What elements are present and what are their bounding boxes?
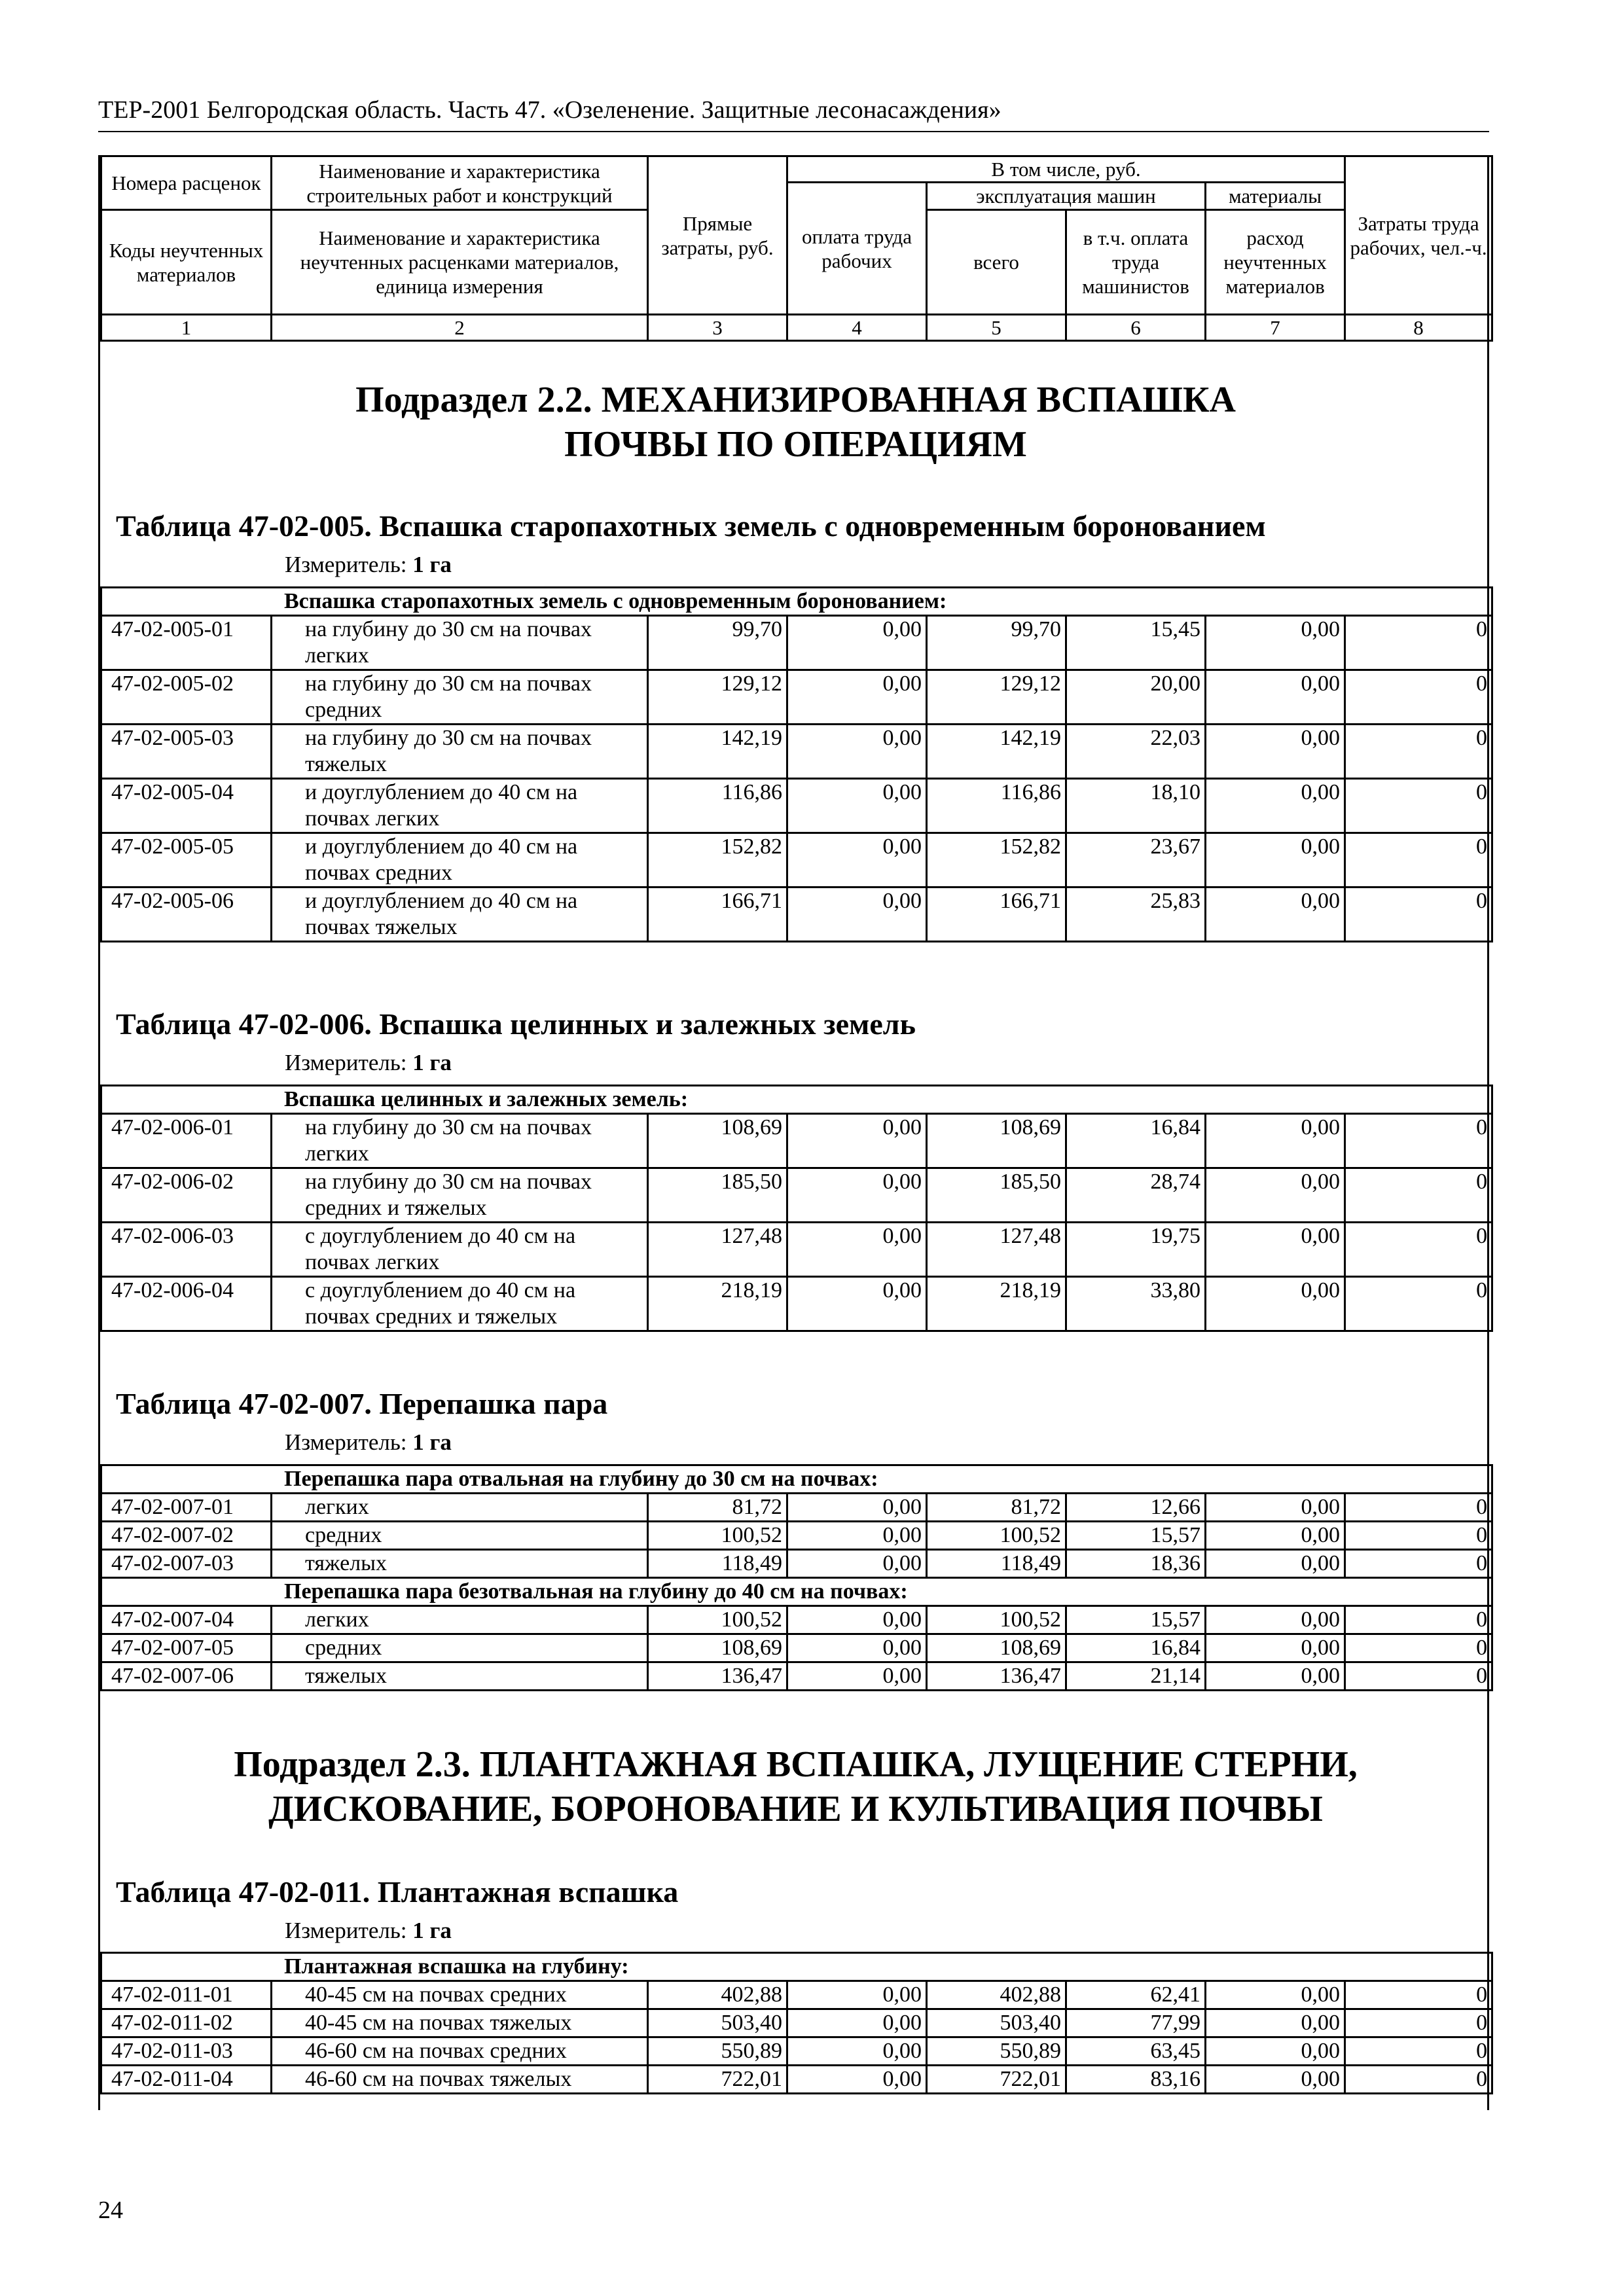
rate-code: 47-02-006-02	[101, 1168, 272, 1223]
col3-header: Прямые затраты, руб.	[648, 156, 787, 315]
machines-total: 108,69	[927, 1634, 1066, 1662]
labor-pay: 0,00	[787, 1981, 927, 2009]
machines-total: 402,88	[927, 1981, 1066, 2009]
materials-cost: 0,00	[1206, 1168, 1345, 1223]
table-row	[101, 1522, 1492, 1550]
materials-cost: 0,00	[1206, 1634, 1345, 1662]
work-description: 40-45 см на почвах тяжелых	[272, 2009, 648, 2037]
operator-pay: 19,75	[1066, 1223, 1206, 1277]
direct-cost: 118,49	[648, 1550, 787, 1578]
group-header: Вспашка старопахотных земель с одновременным боронованием:	[101, 588, 1492, 616]
measure-unit: 1 га	[412, 1918, 452, 1943]
labor-pay: 0,00	[787, 670, 927, 725]
group-header-row	[101, 588, 1492, 616]
labor-hours: 0	[1345, 725, 1492, 779]
table-row	[101, 1606, 1492, 1634]
work-description: средних	[272, 1522, 648, 1550]
machines-total: 503,40	[927, 2009, 1066, 2037]
work-description: 40-45 см на почвах средних	[272, 1981, 648, 2009]
work-description: 46-60 см на почвах средних	[272, 2037, 648, 2066]
operator-pay: 83,16	[1066, 2066, 1206, 2094]
rate-code: 47-02-007-04	[101, 1606, 272, 1634]
labor-pay: 0,00	[787, 1494, 927, 1522]
rate-code: 47-02-005-05	[101, 833, 272, 888]
machines-total: 116,86	[927, 779, 1066, 833]
rate-code: 47-02-006-03	[101, 1223, 272, 1277]
rate-code: 47-02-005-01	[101, 616, 272, 670]
materials-cost: 0,00	[1206, 1662, 1345, 1691]
labor-hours: 0	[1345, 1606, 1492, 1634]
materials-cost: 0,00	[1206, 888, 1345, 942]
rate-code: 47-02-005-04	[101, 779, 272, 833]
group-header-row	[101, 1465, 1492, 1494]
materials-cost: 0,00	[1206, 2037, 1345, 2066]
rate-code: 47-02-005-06	[101, 888, 272, 942]
machines-total: 127,48	[927, 1223, 1066, 1277]
operator-pay: 20,00	[1066, 670, 1206, 725]
measure-005	[285, 552, 452, 578]
table-row	[101, 1634, 1492, 1662]
measure-006	[285, 1050, 452, 1076]
measure-unit: 1 га	[412, 1429, 452, 1455]
col-num: 3	[648, 315, 787, 341]
measure-011	[285, 1918, 452, 1944]
work-description: на глубину до 30 см на почвах средних и тяжелых	[272, 1168, 648, 1223]
col6-header: в т.ч. оплата труда машинистов	[1066, 210, 1206, 315]
col-num: 4	[787, 315, 927, 341]
materials-cost: 0,00	[1206, 1277, 1345, 1331]
materials-cost: 0,00	[1206, 1114, 1345, 1168]
group-header: Вспашка целинных и залежных земель:	[101, 1086, 1492, 1114]
work-description: и доуглублением до 40 см на почвах средних	[272, 833, 648, 888]
operator-pay: 18,10	[1066, 779, 1206, 833]
direct-cost: 100,52	[648, 1606, 787, 1634]
direct-cost: 100,52	[648, 1522, 787, 1550]
materials-cost: 0,00	[1206, 833, 1345, 888]
rate-code: 47-02-007-05	[101, 1634, 272, 1662]
labor-pay: 0,00	[787, 888, 927, 942]
machines-total: 99,70	[927, 616, 1066, 670]
work-description: на глубину до 30 см на почвах тяжелых	[272, 725, 648, 779]
col8-header: Затраты труда рабочих, чел.-ч.	[1345, 156, 1492, 315]
group-header: Плантажная вспашка на глубину:	[101, 1953, 1492, 1981]
materials-cost: 0,00	[1206, 1606, 1345, 1634]
table-row	[101, 1223, 1492, 1277]
table-title-007: Таблица 47-02-007. Перепашка пара	[116, 1387, 608, 1420]
direct-cost: 152,82	[648, 833, 787, 888]
rate-code: 47-02-011-01	[101, 1981, 272, 2009]
table-title-011: Таблица 47-02-011. Плантажная вспашка	[116, 1875, 679, 1909]
direct-cost: 136,47	[648, 1662, 787, 1691]
machines-total: 166,71	[927, 888, 1066, 942]
labor-hours: 0	[1345, 833, 1492, 888]
direct-cost: 142,19	[648, 725, 787, 779]
materials-cost: 0,00	[1206, 2066, 1345, 2094]
labor-pay: 0,00	[787, 2066, 927, 2094]
table-row	[101, 1981, 1492, 2009]
work-description: на глубину до 30 см на почвах легких	[272, 616, 648, 670]
labor-hours: 0	[1345, 616, 1492, 670]
table-row	[101, 1662, 1492, 1691]
machines-total: 108,69	[927, 1114, 1066, 1168]
direct-cost: 129,12	[648, 670, 787, 725]
col-num: 7	[1206, 315, 1345, 341]
col-num: 2	[272, 315, 648, 341]
measure-label: Измеритель:	[285, 1050, 407, 1075]
rate-code: 47-02-011-04	[101, 2066, 272, 2094]
labor-hours: 0	[1345, 1277, 1492, 1331]
measure-label: Измеритель:	[285, 1918, 407, 1943]
labor-hours: 0	[1345, 1634, 1492, 1662]
group-header-row	[101, 1578, 1492, 1606]
header-rule	[98, 131, 1489, 132]
rate-code: 47-02-011-02	[101, 2009, 272, 2037]
direct-cost: 550,89	[648, 2037, 787, 2066]
labor-hours: 0	[1345, 888, 1492, 942]
labor-hours: 0	[1345, 1662, 1492, 1691]
group-header: Перепашка пара безотвальная на глубину до 40 см на почвах:	[101, 1578, 1492, 1606]
col2-top: Наименование и характеристика строительных работ и конструкций	[272, 156, 648, 210]
work-description: и доуглублением до 40 см на почвах тяжелых	[272, 888, 648, 942]
machines-total: 81,72	[927, 1494, 1066, 1522]
machines-total: 142,19	[927, 725, 1066, 779]
labor-hours: 0	[1345, 1114, 1492, 1168]
work-description: тяжелых	[272, 1662, 648, 1691]
col1-bottom: Коды неучтенных материалов	[101, 210, 272, 315]
machines-total: 118,49	[927, 1550, 1066, 1578]
labor-pay: 0,00	[787, 1522, 927, 1550]
rate-code: 47-02-007-01	[101, 1494, 272, 1522]
direct-cost: 218,19	[648, 1277, 787, 1331]
work-description: на глубину до 30 см на почвах легких	[272, 1114, 648, 1168]
materials-cost: 0,00	[1206, 616, 1345, 670]
table-row	[101, 888, 1492, 942]
operator-pay: 16,84	[1066, 1634, 1206, 1662]
rate-code: 47-02-005-03	[101, 725, 272, 779]
labor-pay: 0,00	[787, 1223, 927, 1277]
labor-pay: 0,00	[787, 2009, 927, 2037]
labor-pay: 0,00	[787, 1662, 927, 1691]
operator-pay: 23,67	[1066, 833, 1206, 888]
machines-total: 722,01	[927, 2066, 1066, 2094]
col7-header: расход неучтенных материалов	[1206, 210, 1345, 315]
materials-cost: 0,00	[1206, 1223, 1345, 1277]
table-row	[101, 833, 1492, 888]
page-number: 24	[98, 2197, 123, 2224]
direct-cost: 503,40	[648, 2009, 787, 2037]
group-header-row	[101, 1953, 1492, 1981]
labor-pay: 0,00	[787, 833, 927, 888]
operator-pay: 16,84	[1066, 1114, 1206, 1168]
direct-cost: 166,71	[648, 888, 787, 942]
work-description: тяжелых	[272, 1550, 648, 1578]
table-title-006: Таблица 47-02-006. Вспашка целинных и залежных земель	[116, 1007, 916, 1041]
machines-total: 152,82	[927, 833, 1066, 888]
materials-cost: 0,00	[1206, 1494, 1345, 1522]
machines-header: эксплуатация машин	[927, 183, 1206, 210]
col-num: 1	[101, 315, 272, 341]
table-005	[100, 586, 1493, 942]
table-row	[101, 670, 1492, 725]
in-that-header: В том числе, руб.	[787, 156, 1345, 183]
machines-total: 550,89	[927, 2037, 1066, 2066]
operator-pay: 18,36	[1066, 1550, 1206, 1578]
table-row	[101, 2037, 1492, 2066]
col5-header: всего	[927, 210, 1066, 315]
machines-total: 218,19	[927, 1277, 1066, 1331]
operator-pay: 12,66	[1066, 1494, 1206, 1522]
table-row	[101, 725, 1492, 779]
direct-cost: 108,69	[648, 1634, 787, 1662]
labor-pay: 0,00	[787, 1168, 927, 1223]
column-header-table	[100, 155, 1493, 342]
rate-code: 47-02-007-02	[101, 1522, 272, 1550]
labor-hours: 0	[1345, 1223, 1492, 1277]
work-description: средних	[272, 1634, 648, 1662]
rate-code: 47-02-007-06	[101, 1662, 272, 1691]
labor-hours: 0	[1345, 1550, 1492, 1578]
materials-cost: 0,00	[1206, 2009, 1345, 2037]
operator-pay: 77,99	[1066, 2009, 1206, 2037]
labor-hours: 0	[1345, 779, 1492, 833]
col2-bottom: Наименование и характеристика неучтенных расценками материалов, единица измерения	[272, 210, 648, 315]
rate-code: 47-02-006-04	[101, 1277, 272, 1331]
operator-pay: 15,57	[1066, 1606, 1206, 1634]
col4-header: оплата труда рабочих	[787, 183, 927, 315]
table-row	[101, 2009, 1492, 2037]
operator-pay: 21,14	[1066, 1662, 1206, 1691]
direct-cost: 127,48	[648, 1223, 787, 1277]
labor-hours: 0	[1345, 2037, 1492, 2066]
table-011	[100, 1952, 1493, 2094]
rate-code: 47-02-006-01	[101, 1114, 272, 1168]
machines-total: 136,47	[927, 1662, 1066, 1691]
operator-pay: 33,80	[1066, 1277, 1206, 1331]
materials-cost: 0,00	[1206, 1522, 1345, 1550]
operator-pay: 25,83	[1066, 888, 1206, 942]
operator-pay: 62,41	[1066, 1981, 1206, 2009]
machines-total: 185,50	[927, 1168, 1066, 1223]
subsection-title-2-2: Подраздел 2.2. МЕХАНИЗИРОВАННАЯ ВСПАШКА ПОЧВЫ ПО ОПЕРАЦИЯМ	[355, 380, 1236, 465]
labor-pay: 0,00	[787, 1114, 927, 1168]
measure-label: Измеритель:	[285, 552, 407, 577]
labor-pay: 0,00	[787, 1550, 927, 1578]
work-description: на глубину до 30 см на почвах средних	[272, 670, 648, 725]
labor-pay: 0,00	[787, 779, 927, 833]
materials-header: материалы	[1206, 183, 1345, 210]
table-row	[101, 1168, 1492, 1223]
labor-hours: 0	[1345, 1522, 1492, 1550]
rate-code: 47-02-011-03	[101, 2037, 272, 2066]
table-row	[101, 779, 1492, 833]
table-row	[101, 616, 1492, 670]
subsection-title-2-3: Подраздел 2.3. ПЛАНТАЖНАЯ ВСПАШКА, ЛУЩЕНИЕ СТЕРНИ, ДИСКОВАНИЕ, БОРОНОВАНИЕ И КУЛЬТИВАЦИЯ ПОЧВЫ	[234, 1744, 1358, 1829]
direct-cost: 99,70	[648, 616, 787, 670]
measure-unit: 1 га	[412, 1050, 452, 1075]
direct-cost: 108,69	[648, 1114, 787, 1168]
rate-code: 47-02-005-02	[101, 670, 272, 725]
work-description: с доуглублением до 40 см на почвах легких	[272, 1223, 648, 1277]
work-description: легких	[272, 1494, 648, 1522]
col-num: 5	[927, 315, 1066, 341]
direct-cost: 722,01	[648, 2066, 787, 2094]
table-007	[100, 1464, 1493, 1691]
materials-cost: 0,00	[1206, 670, 1345, 725]
operator-pay: 15,57	[1066, 1522, 1206, 1550]
direct-cost: 402,88	[648, 1981, 787, 2009]
work-description: легких	[272, 1606, 648, 1634]
labor-pay: 0,00	[787, 616, 927, 670]
col-num: 8	[1345, 315, 1492, 341]
rate-code: 47-02-007-03	[101, 1550, 272, 1578]
machines-total: 100,52	[927, 1522, 1066, 1550]
work-description: с доуглублением до 40 см на почвах средних и тяжелых	[272, 1277, 648, 1331]
column-numbers-row	[101, 315, 1492, 341]
col-num: 6	[1066, 315, 1206, 341]
labor-pay: 0,00	[787, 725, 927, 779]
table-row	[101, 1277, 1492, 1331]
labor-hours: 0	[1345, 1168, 1492, 1223]
table-006	[100, 1085, 1493, 1332]
operator-pay: 15,45	[1066, 616, 1206, 670]
measure-unit: 1 га	[412, 552, 452, 577]
labor-hours: 0	[1345, 1494, 1492, 1522]
work-description: 46-60 см на почвах тяжелых	[272, 2066, 648, 2094]
labor-pay: 0,00	[787, 1277, 927, 1331]
group-header-row	[101, 1086, 1492, 1114]
labor-hours: 0	[1345, 2066, 1492, 2094]
materials-cost: 0,00	[1206, 725, 1345, 779]
measure-007	[285, 1429, 452, 1456]
group-header: Перепашка пара отвальная на глубину до 30 см на почвах:	[101, 1465, 1492, 1494]
materials-cost: 0,00	[1206, 1981, 1345, 2009]
materials-cost: 0,00	[1206, 779, 1345, 833]
materials-cost: 0,00	[1206, 1550, 1345, 1578]
document-frame	[98, 155, 1489, 2110]
col1-top: Номера расценок	[101, 156, 272, 210]
direct-cost: 116,86	[648, 779, 787, 833]
labor-hours: 0	[1345, 670, 1492, 725]
page-header: ТЕР-2001 Белгородская область. Часть 47. «Озеленение. Защитные лесонасаждения»	[98, 96, 1001, 124]
work-description: и доуглублением до 40 см на почвах легких	[272, 779, 648, 833]
labor-pay: 0,00	[787, 2037, 927, 2066]
operator-pay: 28,74	[1066, 1168, 1206, 1223]
direct-cost: 185,50	[648, 1168, 787, 1223]
labor-pay: 0,00	[787, 1606, 927, 1634]
machines-total: 129,12	[927, 670, 1066, 725]
table-row	[101, 1494, 1492, 1522]
table-row	[101, 1550, 1492, 1578]
direct-cost: 81,72	[648, 1494, 787, 1522]
labor-hours: 0	[1345, 2009, 1492, 2037]
operator-pay: 63,45	[1066, 2037, 1206, 2066]
labor-pay: 0,00	[787, 1634, 927, 1662]
table-title-005: Таблица 47-02-005. Вспашка старопахотных земель с одновременным боронованием	[116, 509, 1266, 543]
table-row	[101, 2066, 1492, 2094]
table-row	[101, 1114, 1492, 1168]
machines-total: 100,52	[927, 1606, 1066, 1634]
labor-hours: 0	[1345, 1981, 1492, 2009]
measure-label: Измеритель:	[285, 1429, 407, 1455]
operator-pay: 22,03	[1066, 725, 1206, 779]
